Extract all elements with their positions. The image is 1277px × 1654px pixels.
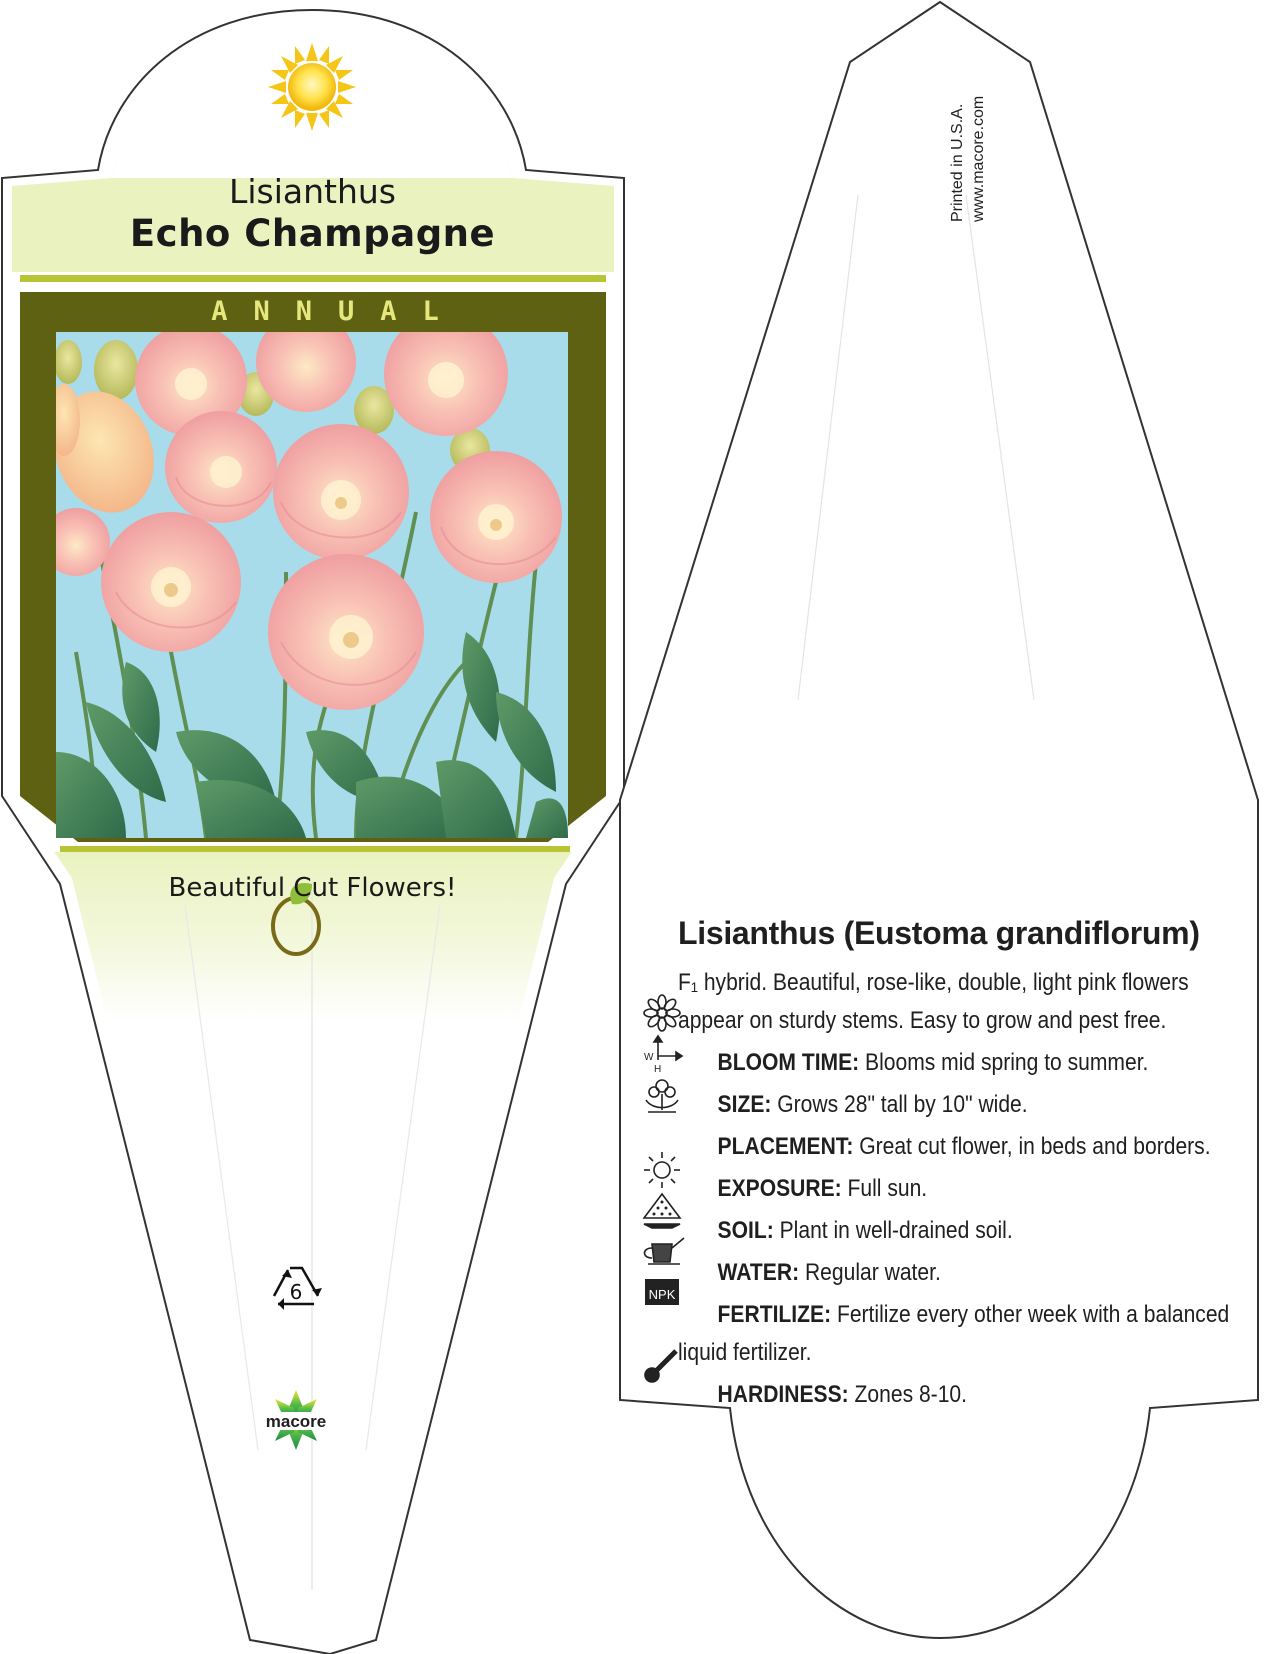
- care-text: Blooms mid spring to summer.: [865, 1049, 1149, 1076]
- care-hardiness: [678, 1376, 1256, 1414]
- care-label: SOIL:: [717, 1217, 774, 1244]
- botanical-title: Lisianthus (Eustoma grandiflorum): [678, 915, 1200, 951]
- care-label: BLOOM TIME:: [717, 1049, 860, 1076]
- care-text: Fertilize every other week with a balanced liquid fertilizer.: [678, 1301, 1230, 1366]
- care-soil: [678, 1212, 1256, 1250]
- recycle-code: 6: [289, 1280, 303, 1304]
- care-exposure: [678, 1170, 1256, 1208]
- printed-country: Printed in U.S.A.: [949, 103, 966, 222]
- size-h-label: H: [654, 1064, 662, 1075]
- plant-variety-name: Echo Champagne: [129, 212, 496, 255]
- care-label: PLACEMENT:: [717, 1133, 854, 1160]
- care-fertilize: [678, 1296, 1256, 1372]
- tagline: Beautiful Cut Flowers!: [168, 873, 457, 903]
- printed-website: www.macore.com: [970, 95, 987, 222]
- care-text: Plant in well-drained soil.: [779, 1217, 1013, 1244]
- printed-note: [947, 52, 987, 222]
- plant-description: F₁ hybrid. Beautiful, rose-like, double, light pink flowers appear on sturdy stems. Easy to grow and pest free.: [678, 969, 1189, 1034]
- care-bloom-time: [678, 1044, 1256, 1082]
- care-water: [678, 1254, 1256, 1292]
- care-label: WATER:: [717, 1259, 800, 1286]
- npk-label: NPK: [648, 1287, 676, 1302]
- plant-common-name: Lisianthus: [228, 172, 396, 211]
- care-label: EXPOSURE:: [717, 1175, 842, 1202]
- care-label: SIZE:: [717, 1091, 772, 1118]
- care-text: Full sun.: [847, 1175, 928, 1202]
- care-size: [678, 1086, 1256, 1124]
- care-text: Regular water.: [804, 1259, 941, 1286]
- care-placement: [678, 1128, 1256, 1166]
- care-info: [678, 915, 1258, 1414]
- care-text: Grows 28" tall by 10" wide.: [777, 1091, 1028, 1118]
- size-w-label: W: [644, 1052, 654, 1063]
- flower-photo: [38, 312, 568, 838]
- brand-name: macore: [265, 1412, 327, 1431]
- care-label: HARDINESS:: [717, 1381, 849, 1408]
- plant-type-label: ANNUAL: [211, 296, 465, 327]
- npk-icon: [645, 1279, 679, 1305]
- care-text: Zones 8-10.: [854, 1381, 967, 1408]
- care-label: FERTILIZE:: [717, 1301, 832, 1328]
- sun-icon: [268, 43, 356, 131]
- care-text: Great cut flower, in beds and borders.: [859, 1133, 1211, 1160]
